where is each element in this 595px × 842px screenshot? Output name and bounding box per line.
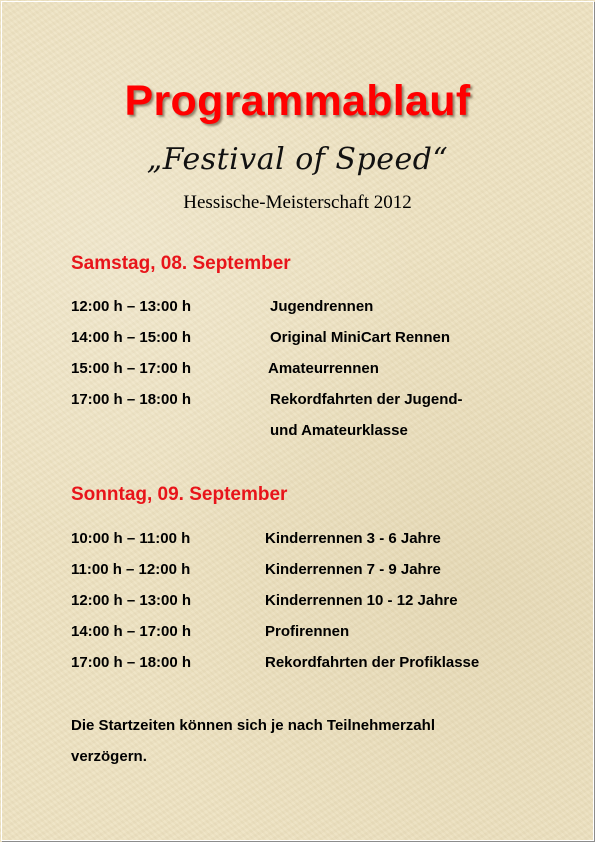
- row-event: und Amateurklasse: [270, 422, 408, 439]
- row-event: Jugendrennen: [270, 298, 374, 315]
- row-time: 15:00 h – 17:00 h: [71, 360, 192, 377]
- row-time: 14:00 h – 15:00 h: [71, 329, 192, 346]
- row-event: Amateurrennen: [268, 360, 379, 377]
- row-time: 12:00 h – 13:00 h: [71, 298, 192, 315]
- row-event: Profirennen: [265, 623, 350, 640]
- row-event: Rekordfahrten der Jugend-: [270, 391, 463, 408]
- row-event: Kinderrennen 10 - 12 Jahre: [265, 592, 458, 609]
- row-time: 12:00 h – 13:00 h: [71, 592, 192, 609]
- row-event: Original MiniCart Rennen: [270, 329, 451, 346]
- row-time: 17:00 h – 18:00 h: [71, 391, 192, 408]
- page-title: Programmablauf: [124, 77, 471, 125]
- championship-line: Hessische-Meisterschaft 2012: [183, 192, 412, 213]
- row-time: 17:00 h – 18:00 h: [71, 654, 192, 671]
- row-event: Kinderrennen 3 - 6 Jahre: [265, 530, 441, 547]
- saturday-heading: Samstag, 08. September: [71, 253, 291, 274]
- row-event: Rekordfahrten der Profiklasse: [265, 654, 480, 671]
- event-name: „Festival of Speed“: [146, 142, 449, 177]
- row-time: 11:00 h – 12:00 h: [71, 561, 191, 578]
- note-line-2: verzögern.: [71, 748, 147, 765]
- sunday-heading: Sonntag, 09. September: [71, 484, 288, 505]
- row-time: 14:00 h – 17:00 h: [71, 623, 192, 640]
- note-line-1: Die Startzeiten können sich je nach Teilnehmerzahl: [71, 717, 435, 734]
- row-time: 10:00 h – 11:00 h: [71, 530, 191, 547]
- row-event: Kinderrennen 7 - 9 Jahre: [265, 561, 441, 578]
